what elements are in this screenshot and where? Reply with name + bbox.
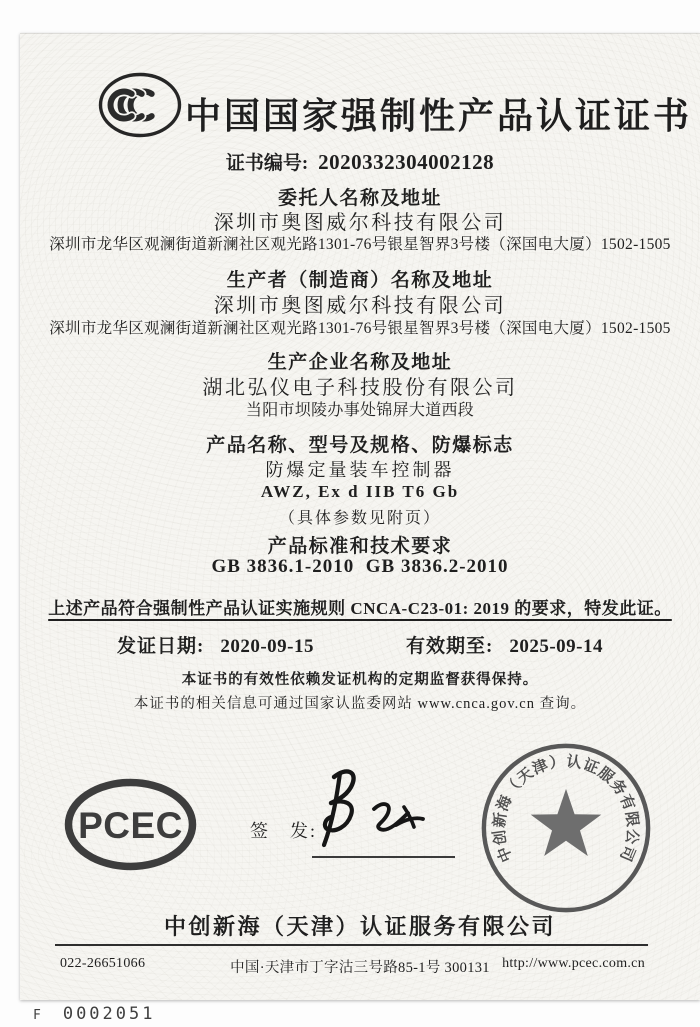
footer-phone: 022-26651066 — [60, 956, 146, 971]
compliance-statement: 上述产品符合强制性产品认证实施规则 CNCA-C23-01: 2019 的要求，特发此证。 — [48, 599, 672, 618]
ccc-mark-icon — [98, 72, 182, 138]
signature — [300, 763, 460, 858]
footer-divider — [55, 944, 648, 946]
product-name: 防爆定量装车控制器 — [265, 460, 455, 480]
seal-star-icon — [531, 789, 602, 856]
page-title: 中国国家强制性产品认证证书 — [185, 96, 693, 136]
manufacturer-address: 深圳市龙华区观澜街道新澜社区观光路1301-76号银星智界3号楼（深国电大厦）1502-1505 — [49, 320, 671, 337]
cert-number-label: 证书编号: — [225, 153, 309, 174]
applicant-name: 深圳市奥图威尔科技有限公司 — [213, 212, 507, 234]
seal-text: 中创新海（天津）认证服务有限公司 — [490, 753, 642, 865]
cert-number-value: 2020332304002128 — [318, 150, 495, 174]
cert-number-row — [20, 148, 700, 175]
expiry-date-group — [406, 631, 603, 658]
factory-name: 湖北弘仪电子科技股份有限公司 — [202, 377, 518, 399]
issue-date-value: 2020-09-15 — [220, 636, 314, 657]
serial-number — [33, 1004, 155, 1024]
dates-row — [20, 631, 700, 658]
product-note: （具体参数见附页） — [278, 510, 441, 527]
issue-date-label: 发证日期: — [117, 636, 205, 657]
section-heading-standards: 产品标准和技术要求 — [267, 536, 453, 557]
section-heading-product: 产品名称、型号及规格、防爆标志 — [206, 435, 514, 456]
factory-address: 当阳市坝陵办事处锦屏大道西段 — [245, 402, 475, 419]
serial-digits: 0002051 — [62, 1004, 156, 1024]
standards-value: GB 3836.1-2010 GB 3836.2-2010 — [211, 556, 509, 577]
footer-address: 中国·天津市丁字沽三号路85-1号 300131 — [230, 960, 490, 976]
sign-label: 签 发: — [250, 821, 318, 841]
serial-prefix: F — [33, 1008, 41, 1023]
lookup-note: 本证书的相关信息可通过国家认监委网站 www.cnca.gov.cn 查询。 — [133, 696, 587, 712]
company-seal — [478, 740, 654, 916]
section-heading-manufacturer: 生产者（制造商）名称及地址 — [226, 270, 494, 291]
section-heading-factory: 生产企业名称及地址 — [267, 352, 453, 373]
signature-underline — [312, 856, 455, 858]
pcec-logo — [62, 776, 199, 873]
expiry-date-value: 2025-09-14 — [509, 636, 603, 657]
issue-date-group — [117, 631, 314, 658]
manufacturer-name: 深圳市奥图威尔科技有限公司 — [213, 295, 507, 317]
validity-note: 本证书的有效性依赖发证机构的定期监督获得保持。 — [181, 672, 539, 688]
product-model: AWZ, Ex d IIB T6 Gb — [260, 482, 460, 501]
issuer-company-name: 中创新海（天津）认证服务有限公司 — [163, 914, 556, 939]
pcec-logo-text: PCEC — [78, 805, 183, 846]
expiry-date-label: 有效期至: — [406, 636, 494, 657]
applicant-address: 深圳市龙华区观澜街道新澜社区观光路1301-76号银星智界3号楼（深国电大厦）1502-1505 — [49, 236, 671, 253]
footer-website: http://www.pcec.com.cn — [502, 956, 645, 971]
section-heading-applicant: 委托人名称及地址 — [277, 188, 442, 209]
